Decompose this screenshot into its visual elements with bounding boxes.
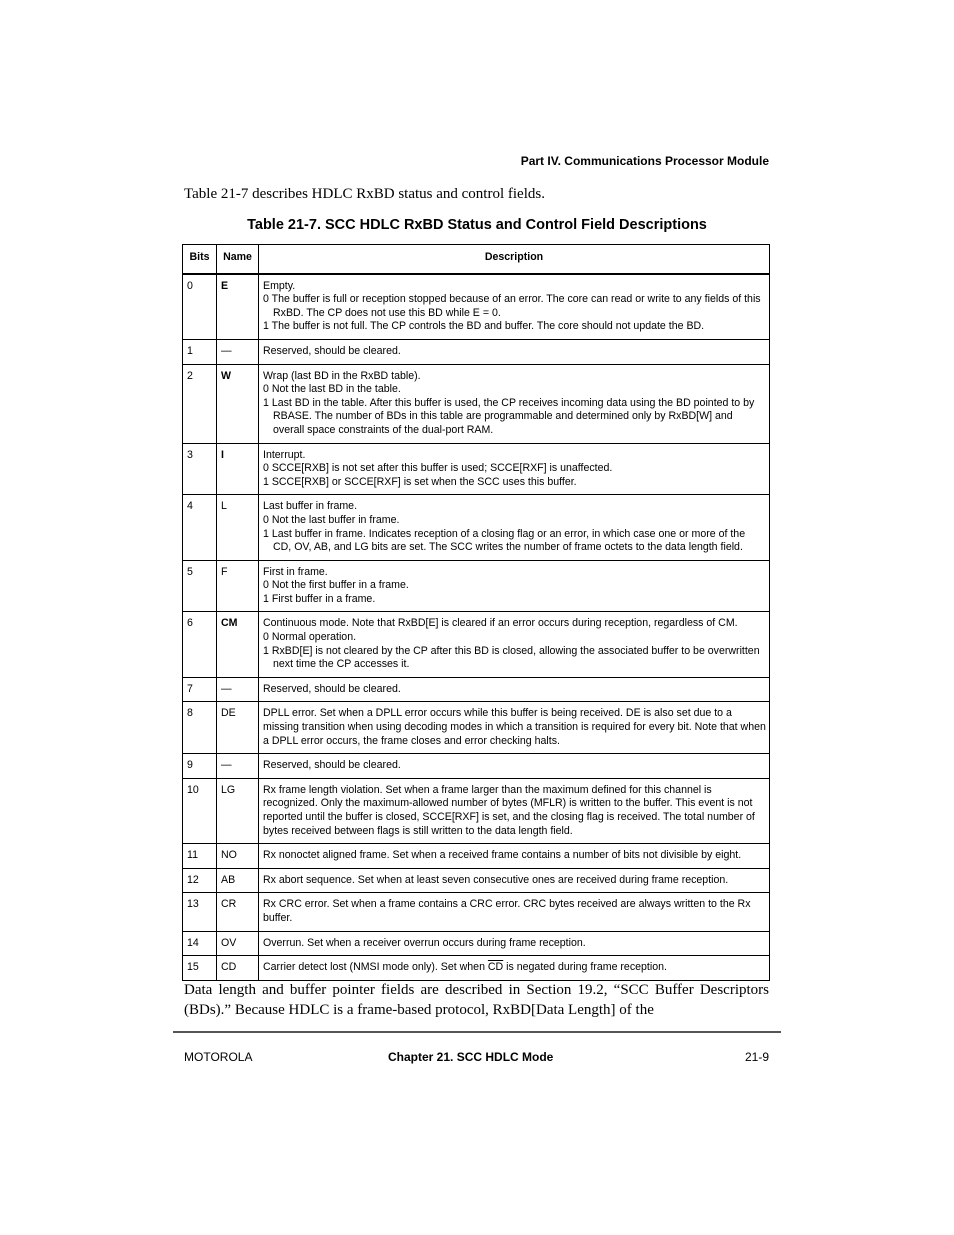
- cell-description: [259, 443, 770, 495]
- description-value-item: 0 SCCE[RXB] is not set after this buffer is used; SCCE[RXF] is unaffected.: [263, 462, 613, 475]
- table-row: [183, 364, 770, 443]
- table-row: [183, 612, 770, 677]
- table-row: [183, 339, 770, 364]
- cell-description: [259, 868, 770, 893]
- description-lead: Rx nonoctet aligned frame. Set when a received frame contains a number of bits not divisible by eight.: [263, 849, 742, 862]
- cell-bits: 5: [183, 560, 217, 612]
- cell-name: CR: [217, 893, 259, 931]
- description-lead: Continuous mode. Note that RxBD[E] is cleared if an error occurs during reception, regardless of CM.: [263, 617, 738, 630]
- column-header-name: Name: [217, 245, 259, 274]
- description-text: Carrier detect lost (NMSI mode only). Set when: [263, 961, 488, 974]
- description-lead: Interrupt.: [263, 448, 306, 461]
- description-lead: Reserved, should be cleared.: [263, 759, 401, 772]
- cell-description: [259, 495, 770, 560]
- description-value-item: 1 Last buffer in frame. Indicates reception of a closing flag or an error, in which case one or more of the CD, OV, AB, and LG bits are set. The SCC writes the number of frame octets to the data length field.: [263, 527, 746, 554]
- cell-bits: 6: [183, 612, 217, 677]
- cell-name: F: [217, 560, 259, 612]
- rxbd-fields-table: [182, 244, 770, 981]
- description-lead: Rx abort sequence. Set when at least seven consecutive ones are received during frame reception.: [263, 873, 729, 886]
- description-lead: Rx frame length violation. Set when a frame larger than the maximum defined for this channel is recognized. Only the maximum-allowed number of bytes (MFLR) is written to the buffer. This event is not reported until the buffer is closed, SCCE[RXF] is set, and the closing flag is received. The total number of bytes received between flags is still written to the data length field.: [263, 783, 755, 837]
- description-lead: Empty.: [263, 279, 296, 292]
- intro-paragraph: Table 21-7 describes HDLC RxBD status and control fields.: [184, 186, 545, 202]
- cell-name: LG: [217, 778, 259, 843]
- column-header-bits: Bits: [183, 245, 217, 274]
- description-lead: Rx CRC error. Set when a frame contains a CRC error. CRC bytes received are always written to the Rx buffer.: [263, 898, 751, 924]
- table-row: [183, 893, 770, 931]
- description-lead: Last buffer in frame.: [263, 500, 358, 513]
- description-text: is negated during frame reception.: [503, 961, 667, 974]
- cell-name: AB: [217, 868, 259, 893]
- table-row: [183, 443, 770, 495]
- description-lead: Overrun. Set when a receiver overrun occurs during frame reception.: [263, 936, 586, 949]
- description-lead: Wrap (last BD in the RxBD table).: [263, 369, 421, 382]
- cell-bits: 4: [183, 495, 217, 560]
- description-value-item: 0 Not the last BD in the table.: [263, 383, 401, 396]
- cell-description: [259, 364, 770, 443]
- table-row: [183, 677, 770, 702]
- cell-bits: 15: [183, 956, 217, 981]
- cell-description: [259, 893, 770, 931]
- cell-name: CM: [217, 612, 259, 677]
- cell-name: L: [217, 495, 259, 560]
- table-row: [183, 844, 770, 869]
- table-row: [183, 956, 770, 981]
- description-lead: [263, 961, 766, 975]
- description-value-item: 0 Not the last buffer in frame.: [263, 513, 400, 526]
- cell-bits: 1: [183, 339, 217, 364]
- cell-name: —: [217, 339, 259, 364]
- table-row: [183, 495, 770, 560]
- column-header-description: Description: [259, 245, 770, 274]
- cell-description: [259, 754, 770, 779]
- footer-rule: [173, 1031, 781, 1033]
- cell-description: [259, 560, 770, 612]
- cell-bits: 14: [183, 931, 217, 956]
- cell-description: [259, 778, 770, 843]
- description-lead: DPLL error. Set when a DPLL error occurs while this buffer is being received. DE is also set due to a missing transition when using decoding modes in which a transition is required for every bit. Note that when a DPLL error occurs, the frame closes and error checking halts.: [263, 707, 766, 747]
- table-title: Table 21-7. SCC HDLC RxBD Status and Control Field Descriptions: [247, 217, 707, 233]
- cell-description: [259, 612, 770, 677]
- description-value-item: 1 RxBD[E] is not cleared by the CP after this BD is closed, allowing the associated buffer to be overwritten next time the CP accesses it.: [263, 644, 760, 671]
- cell-description: [259, 702, 770, 754]
- cell-description: [259, 339, 770, 364]
- cell-name: NO: [217, 844, 259, 869]
- table-row: [183, 274, 770, 340]
- cell-name: DE: [217, 702, 259, 754]
- signal-name-active-low: $\overline{CD}$: [487, 961, 504, 974]
- description-value-item: 1 SCCE[RXB] or SCCE[RXF] is set when the SCC uses this buffer.: [263, 475, 577, 488]
- cell-bits: 7: [183, 677, 217, 702]
- cell-bits: 10: [183, 778, 217, 843]
- cell-name: —: [217, 754, 259, 779]
- cell-bits: 13: [183, 893, 217, 931]
- table-row: [183, 754, 770, 779]
- footer-publisher: MOTOROLA: [184, 1050, 253, 1064]
- cell-bits: 12: [183, 868, 217, 893]
- description-value-item: 0 Not the first buffer in a frame.: [263, 579, 409, 592]
- table-row: [183, 702, 770, 754]
- cell-name: I: [217, 443, 259, 495]
- description-lead: First in frame.: [263, 565, 328, 578]
- table-row: [183, 868, 770, 893]
- description-lead: Reserved, should be cleared.: [263, 682, 401, 695]
- cell-name: CD: [217, 956, 259, 981]
- table-row: [183, 560, 770, 612]
- cell-name: W: [217, 364, 259, 443]
- cell-name: —: [217, 677, 259, 702]
- cell-name: OV: [217, 931, 259, 956]
- cell-bits: 3: [183, 443, 217, 495]
- table-row: [183, 778, 770, 843]
- cell-description: [259, 956, 770, 981]
- cell-name: E: [217, 274, 259, 340]
- description-value-item: 0 Normal operation.: [263, 631, 357, 644]
- cell-bits: 8: [183, 702, 217, 754]
- description-value-item: 1 First buffer in a frame.: [263, 592, 376, 605]
- cell-description: [259, 274, 770, 340]
- description-value-item: 1 Last BD in the table. After this buffer is used, the CP receives incoming data using the BD pointed to by RBASE. The number of BDs in this table are programmable and determined only by RxBD[W] and overall space constraints of the dual-port RAM.: [263, 396, 755, 436]
- description-lead: Reserved, should be cleared.: [263, 344, 401, 357]
- cell-description: [259, 677, 770, 702]
- footer-chapter: Chapter 21. SCC HDLC Mode: [388, 1050, 554, 1064]
- cell-description: [259, 931, 770, 956]
- cell-description: [259, 844, 770, 869]
- cell-bits: 11: [183, 844, 217, 869]
- cell-bits: 2: [183, 364, 217, 443]
- table-body: [183, 274, 770, 981]
- table-header-row: [183, 245, 770, 274]
- table-row: [183, 931, 770, 956]
- cell-bits: 9: [183, 754, 217, 779]
- body-paragraph: Data length and buffer pointer fields are described in Section 19.2, “SCC Buffer Descriptors (BDs).” Because HDLC is a frame-based protocol, RxBD[Data Length] of the: [184, 982, 769, 1018]
- description-value-item: 1 The buffer is not full. The CP controls the BD and buffer. The core should not update the BD.: [263, 320, 705, 333]
- footer-page-number: 21-9: [744, 1050, 769, 1064]
- running-header: Part IV. Communications Processor Module: [520, 154, 769, 168]
- description-value-item: 0 The buffer is full or reception stopped because of an error. The core can read or write to any fields of this RxBD. The CP does not use this BD while E = 0.: [263, 293, 761, 319]
- cell-bits: 0: [183, 274, 217, 340]
